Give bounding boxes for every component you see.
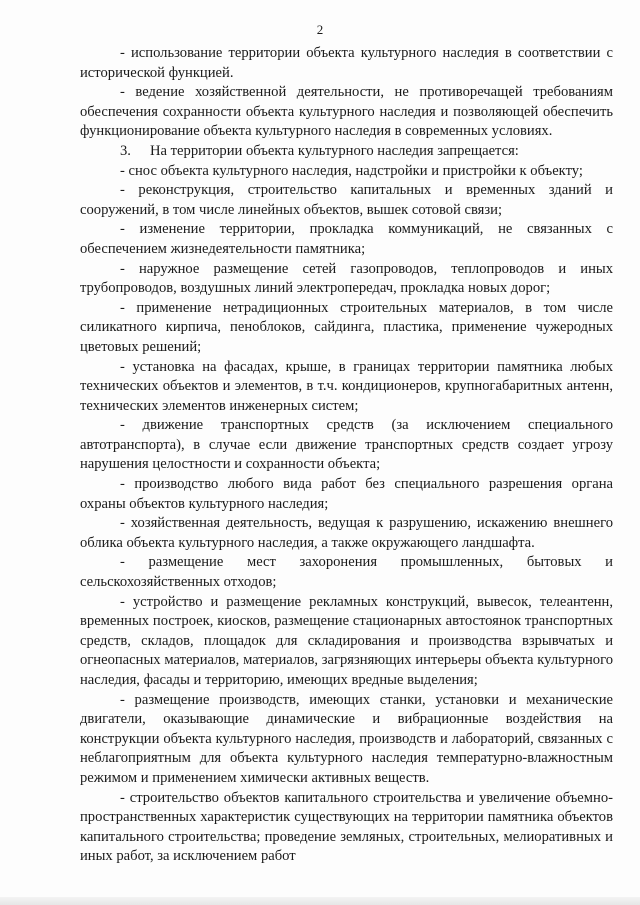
prohibition-item: - размещение производств, имеющих станки, установки и механические двигатели, оказывающие динамические и вибрационные воздействия на конструкции объекта культурного наследия, производств и лабораторий, связанных с неблагоприятным для объекта культурного наследия температурно-влажностным режимом и применением химически активных веществ. — [80, 691, 613, 786]
prohibition-item: - устройство и размещение рекламных конструкций, вывесок, телеантенн, временных построек, киосков, размещение стационарных автостоянок транспортных средств, складов, площадок для складирования и производства взрывчатых и огнеопасных материалов, материалов, загрязняющих интерьеры объекта культурного наследия, фасады и территорию, имеющих вредные выделения; — [80, 593, 613, 688]
prohibition-item: - наружное размещение сетей газопроводов, теплопроводов и иных трубопроводов, воздушных линий электропередач, прокладка новых дорог; — [80, 260, 613, 297]
paragraph-historic-use: - использование территории объекта культурного наследия в соответствии с исторической функцией. — [80, 45, 613, 81]
paragraph-economic-activity: - ведение хозяйственной деятельности, не противоречащей требованиям обеспечения сохранности объекта культурного наследия и позволяющей обеспечить функционирование объекта культурного наследия в современных условиях. — [80, 84, 613, 140]
prohibition-item: - производство любого вида работ без специального разрешения органа охраны объектов культурного наследия; — [80, 476, 613, 512]
prohibition-item: - изменение территории, прокладка коммуникаций, не связанных с обеспечением жизнедеятельности памятника; — [80, 221, 613, 257]
section-number: 3. — [120, 142, 131, 159]
prohibition-item: - размещение мест захоронения промышленных, бытовых и сельскохозяйственных отходов; — [80, 554, 613, 591]
document-body — [80, 44, 613, 867]
prohibition-item: - хозяйственная деятельность, ведущая к разрушению, искажению внешнего облика объекта культурного наследия, а также окружающего ландшафта. — [80, 515, 613, 551]
prohibition-item: - установка на фасадах, крыше, в границах территории памятника любых технических объектов и элементов, в т.ч. кондиционеров, крупногабаритных антенн, технических элементов инженерных систем; — [80, 358, 613, 414]
prohibition-item: - снос объекта культурного наследия, надстройки и пристройки к объекту; — [120, 162, 583, 179]
page-number: 2 — [316, 22, 324, 37]
section-3-heading — [80, 142, 613, 162]
prohibition-item: - реконструкция, строительство капитальных и временных зданий и сооружений, в том числе линейных объектов, вышек сотовой связи; — [80, 182, 613, 218]
prohibition-item: - строительство объектов капитального строительства и увеличение объемно-пространственных характеристик существующих на территории памятника объектов капитального строительства; проведение земляных, строительных, мелиоративных и иных работ, за исключением работ — [80, 789, 613, 865]
prohibition-item: - движение транспортных средств (за исключением специального автотранспорта), в случае если движение транспортных средств создает угрозу нарушения целостности и сохранности объекта; — [80, 417, 613, 473]
page-bottom-edge — [0, 897, 640, 905]
prohibition-item: - применение нетрадиционных строительных материалов, в том числе силикатного кирпича, пеноблоков, сайдинга, пластика, применение чужеродных цветовых решений; — [80, 299, 613, 355]
section-title: На территории объекта культурного наследия запрещается: — [150, 142, 519, 159]
